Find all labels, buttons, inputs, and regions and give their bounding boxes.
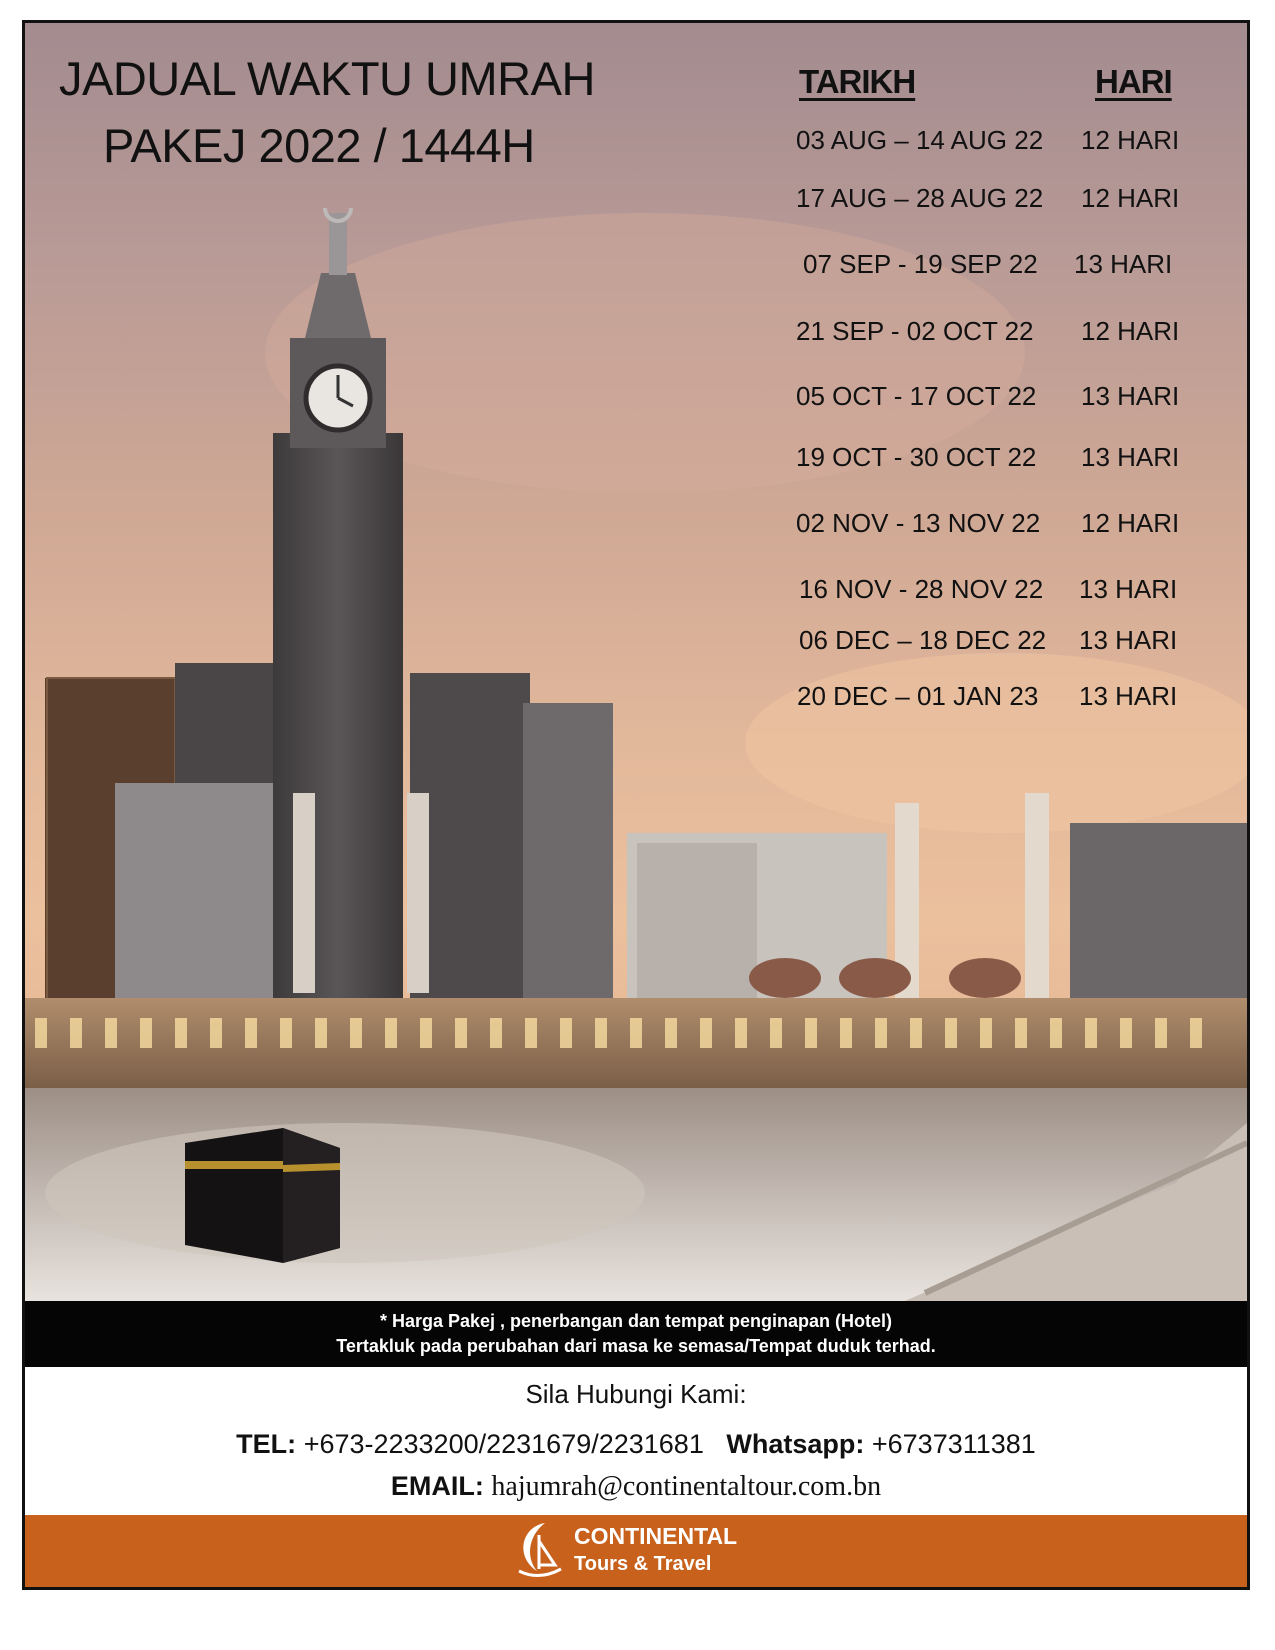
title-line-1: JADUAL WAKTU UMRAH — [59, 52, 595, 105]
schedule-days: 13 HARI — [1081, 442, 1180, 472]
notice-line-1: * Harga Pakej , penerbangan dan tempat penginapan (Hotel) — [379, 1311, 893, 1331]
schedule-days: 13 HARI — [1079, 625, 1178, 655]
brand-footer — [25, 1515, 1247, 1587]
tel-label: TEL: — [236, 1429, 297, 1459]
schedule-days: 12 HARI — [1081, 125, 1180, 155]
schedule-days: 12 HARI — [1081, 508, 1180, 538]
schedule-days: 13 HARI — [1081, 381, 1180, 411]
header-hari: HARI — [1095, 63, 1172, 100]
schedule-date: 21 SEP - 02 OCT 22 — [796, 316, 1034, 346]
brand-name: CONTINENTAL — [574, 1523, 738, 1549]
schedule-days: 13 HARI — [1079, 681, 1178, 711]
schedule-date: 02 NOV - 13 NOV 22 — [796, 508, 1041, 538]
contact-phone-line — [25, 1429, 1247, 1460]
schedule-days: 12 HARI — [1081, 183, 1180, 213]
schedule-date: 19 OCT - 30 OCT 22 — [796, 442, 1037, 472]
whatsapp-label: Whatsapp: — [726, 1429, 865, 1459]
schedule-date: 20 DEC – 01 JAN 23 — [797, 681, 1039, 711]
contact-section — [25, 1367, 1247, 1515]
schedule-date: 16 NOV - 28 NOV 22 — [799, 574, 1044, 604]
notice-line-2: Tertakluk pada perubahan dari masa ke semasa/Tempat duduk terhad. — [336, 1336, 936, 1356]
poster-frame — [22, 20, 1250, 1590]
notice-band — [25, 1301, 1247, 1367]
schedule-date: 17 AUG – 28 AUG 22 — [796, 183, 1044, 213]
schedule-days: 12 HARI — [1081, 316, 1180, 346]
schedule-date: 07 SEP - 19 SEP 22 — [803, 249, 1038, 279]
contact-heading: Sila Hubungi Kami: — [525, 1379, 747, 1409]
email-value[interactable]: hajumrah@continentaltour.com.bn — [491, 1471, 882, 1502]
continental-logo-icon — [507, 1517, 567, 1585]
poster-photo-area — [25, 23, 1247, 1301]
title-line-2: PAKEJ 2022 / 1444H — [103, 119, 535, 172]
brand-tagline: Tours & Travel — [574, 1553, 712, 1575]
contact-email-line — [25, 1471, 1247, 1503]
schedule-days: 13 HARI — [1079, 574, 1178, 604]
schedule-days: 13 HARI — [1074, 249, 1173, 279]
schedule-date: 05 OCT - 17 OCT 22 — [796, 381, 1037, 411]
header-tarikh: TARIKH — [799, 63, 916, 100]
whatsapp-value[interactable]: +6737311381 — [871, 1429, 1036, 1459]
schedule-date: 06 DEC – 18 DEC 22 — [799, 625, 1047, 655]
tel-value[interactable]: +673-2233200/2231679/2231681 — [303, 1429, 704, 1459]
makkah-scene-illustration — [25, 23, 1247, 1301]
email-label: EMAIL: — [390, 1471, 484, 1501]
schedule-date: 03 AUG – 14 AUG 22 — [796, 125, 1044, 155]
